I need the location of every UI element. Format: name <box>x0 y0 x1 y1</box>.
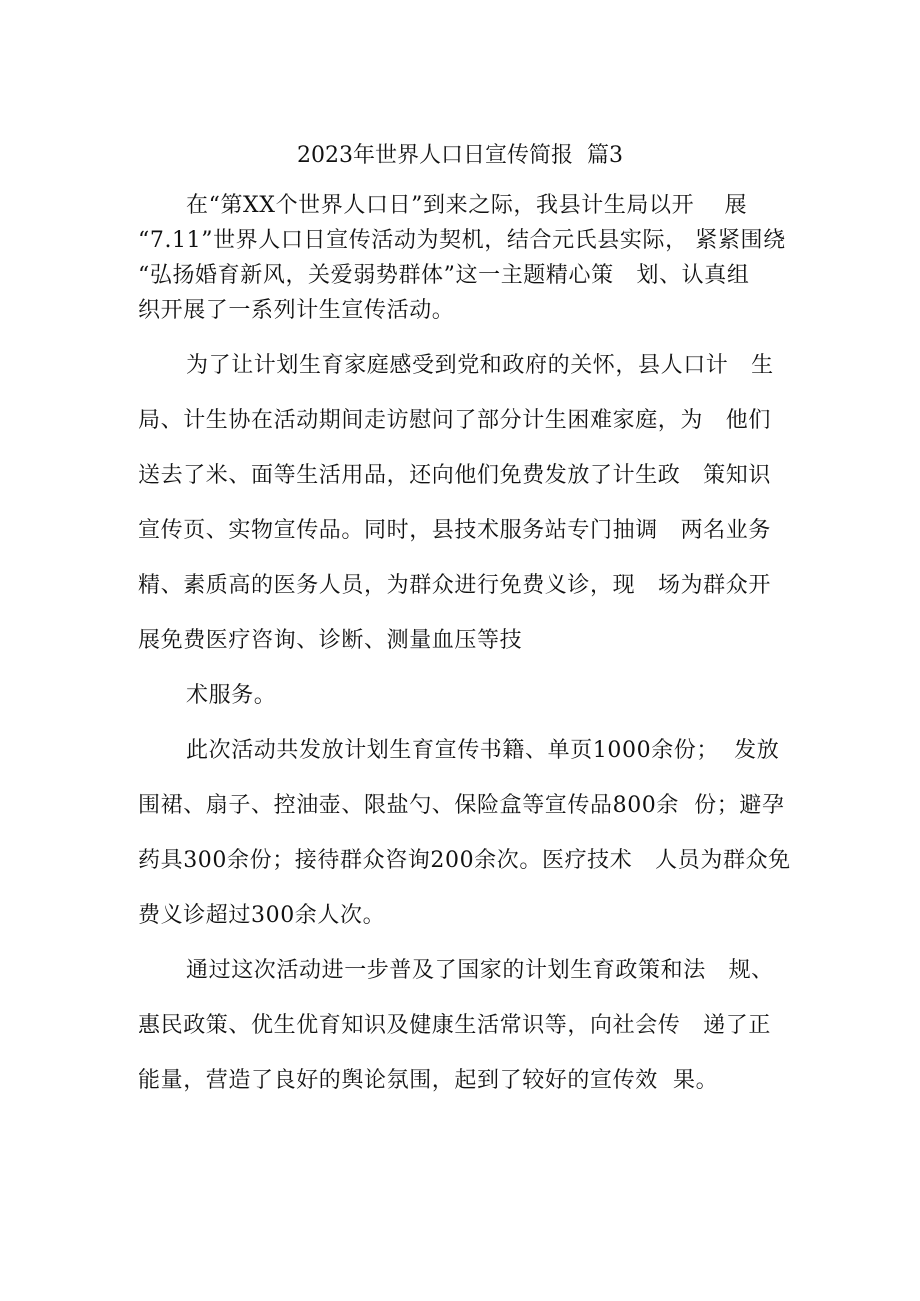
paragraph-4-line-2: 围裙、扇子、控油壶、限盐勺、保险盒等宣传品800余 份；避孕 <box>138 793 785 818</box>
paragraph-4-line-1: 此次活动共发放计划生育宣传书籍、单页1000余份； 发放 <box>186 738 780 763</box>
paragraph-2-line-5: 精、素质高的医务人员，为群众进行免费义诊，现 场为群众开 <box>138 573 771 598</box>
paragraph-1-line-4: 织开展了一系列计生宣传活动。 <box>138 298 455 323</box>
paragraph-5-line-2: 惠民政策、优生优育知识及健康生活常识等，向社会传 递了正 <box>138 1013 771 1038</box>
paragraph-4-line-3: 药具300余份；接待群众咨询200余次。医疗技术 人员为群众免 <box>138 848 791 873</box>
page-title: 2023年世界人口日宣传简报 篇3 <box>297 143 623 168</box>
paragraph-2-line-4: 宣传页、实物宣传品。同时，县技术服务站专门抽调 两名业务 <box>138 518 771 543</box>
paragraph-2-line-2: 局、计生协在活动期间走访慰问了部分计生困难家庭，为 他们 <box>138 408 771 433</box>
paragraph-1-line-2: “7.11”世界人口日宣传活动为契机，结合元氏县实际， 紧紧围绕 <box>138 228 786 253</box>
paragraph-4-line-4: 费义诊超过300余人次。 <box>138 903 386 928</box>
paragraph-3-line-1: 术服务。 <box>186 683 277 708</box>
paragraph-2-line-3: 送去了米、面等生活用品，还向他们免费发放了计生政 策知识 <box>138 463 771 488</box>
paragraph-2-line-1: 为了让计划生育家庭感受到党和政府的关怀，县人口计 生 <box>186 353 774 378</box>
paragraph-1-line-1: 在“第XX个世界人口日”到来之际，我县计生局以开 展 <box>186 193 748 218</box>
paragraph-1-line-3: “弘扬婚育新风，关爱弱势群体”这一主题精心策 划、认真组 <box>138 263 750 288</box>
paragraph-2-line-6: 展免费医疗咨询、诊断、测量血压等技 <box>138 628 523 653</box>
paragraph-5-line-3: 能量，营造了良好的舆论氛围，起到了较好的宣传效 果。 <box>138 1068 719 1093</box>
paragraph-5-line-1: 通过这次活动进一步普及了国家的计划生育政策和法 规、 <box>186 958 774 983</box>
